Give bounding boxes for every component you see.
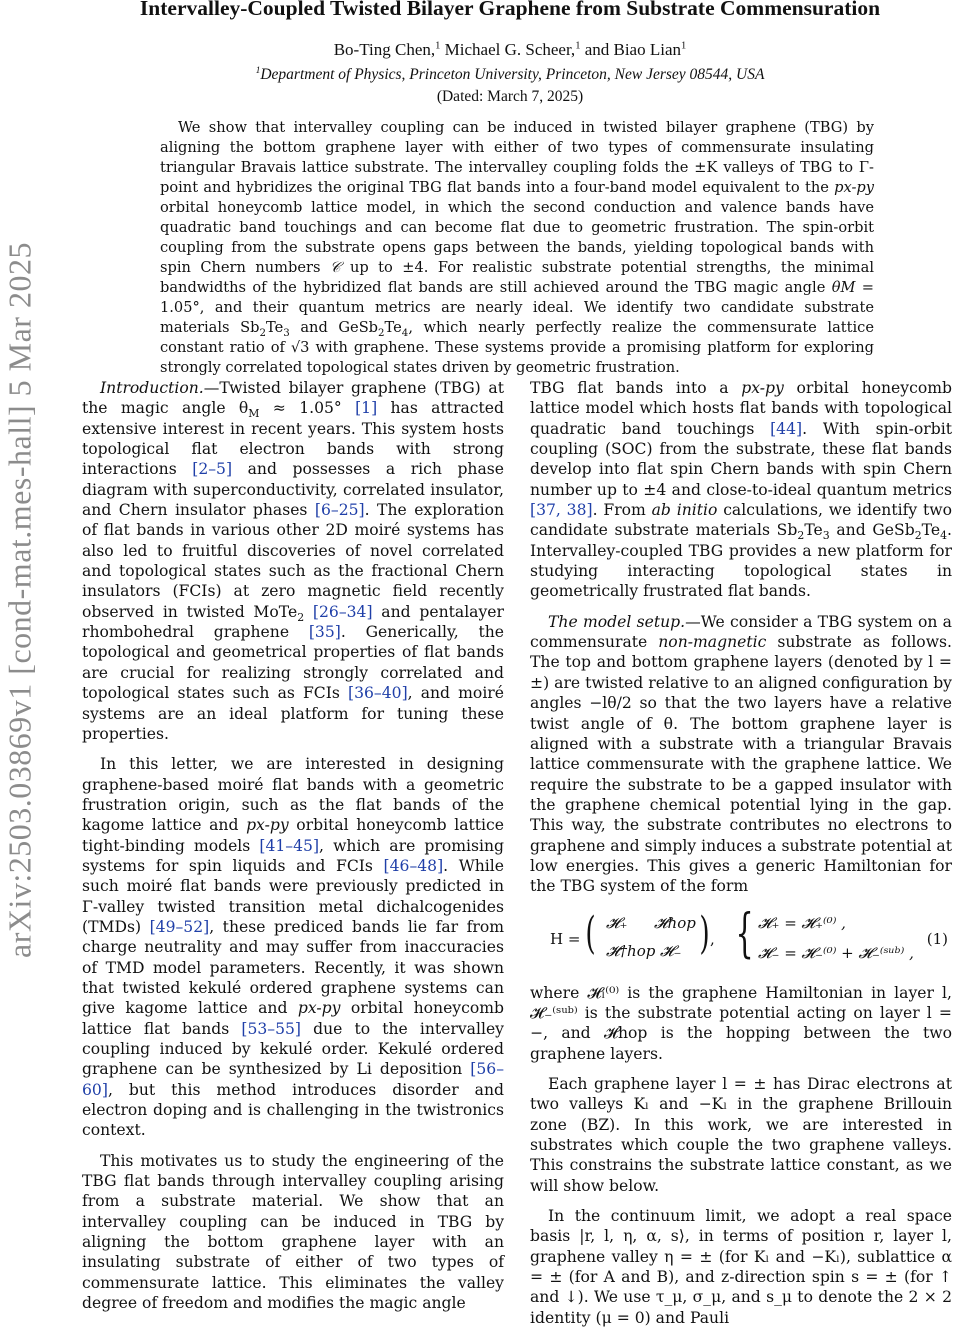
citation-link[interactable]: [26–34]: [312, 602, 373, 621]
matrix-right-paren: ): [699, 907, 710, 959]
author-affiliation-mark: 1: [435, 40, 441, 52]
arxiv-sidebar: [0, 0, 40, 1200]
equation-comma: ,: [710, 929, 715, 948]
section-heading-model: The model setup.: [548, 612, 686, 631]
paragraph-where: where 𝓗ₗ⁽⁰⁾ is the graphene Hamiltonian in layer l, 𝓗₋⁽ˢᵘᵇ⁾ is the substrate potential acting on layer l = −, and 𝓗hop is the hopping between the two graphene layers.: [530, 983, 952, 1063]
citation-link[interactable]: [35]: [308, 623, 341, 642]
author-name: Michael G. Scheer,: [444, 40, 576, 59]
author-affiliation-mark: 1: [575, 40, 581, 52]
matrix-cell: 𝓗₊: [606, 913, 628, 932]
citation-link[interactable]: [37, 38]: [530, 501, 593, 520]
paragraph-continuum: In the continuum limit, we adopt a real space basis |r, l, η, α, s⟩, in terms of position r, layer l, graphene valley η = ± (for Kₗ and −Kₗ), sublattice α = ± (for A and B), and z-direction spin s = ± (for ↑ and ↓). We use τ_μ, σ_μ, and s_μ to denote the 2 × 2 identity (μ = 0) and Pauli: [530, 1207, 952, 1327]
matrix-left-paren: (: [585, 907, 596, 959]
abstract: We show that intervalley coupling can be induced in twisted bilayer graphene (TBG) by aligning the bottom graphene layer with either of two types of commensurate insulating triangular Bravais lattice substrate. The intervalley coupling folds the ±K valleys of TBG to Γ-point and hybridizes the original TBG flat bands into a four-band model equivalent to the px-py orbital honeycomb lattice model, in which the second conduction and valence bands have quadratic band touchings and can become flat due to geometric frustration. The spin-orbit coupling from the substrate opens gaps between the bands, yielding topological bands with spin Chern numbers 𝒞 up to ±4. For realistic substrate potential strengths, the minimal bandwidths of the hybridized flat bands are still achieved around the TBG magic angle θM = 1.05°, and their quantum metrics are nearly ideal. We identify two candidate substrate materials $Sb_2Te_3$ and $GeSb_2Te_4$, which nearly perfectly realize the commensurate lattice constant ratio of √3 with graphene. These systems provide a promising platform for exploring strongly correlated topological states driven by geometric frustration.: [160, 119, 874, 376]
citation-link[interactable]: [49–52]: [149, 917, 210, 936]
citation-link[interactable]: [1]: [355, 399, 378, 418]
paragraph-introduction: Introduction.—Twisted bilayer graphene (TBG) at the magic angle $\theta_M \approx 1.05^\circ$ [1] has attracted extensive interest in recent years. This system hosts topological flat electron bands with strong interactions [2–5] and possesses a rich phase diagram with superconductivity, correlated insulator, and Chern insulator phases [6–25]. The exploration of flat bands in various other 2D moiré systems has also led to fruitful discoveries of novel correlated and topological states such as the fractional Chern insulators (FCIs) at zero magnetic field recently observed in twisted MoTe$_2$ [26–34] and pentalayer rhombohedral graphene [35]. Generically, the topological and geometrical properties of flat bands are crucial for realizing strongly correlated and topological states such as FCIs [36–40], and moiré systems are an ideal platform for tuning these properties.: [82, 379, 505, 743]
citation-link[interactable]: [6–25]: [314, 501, 365, 520]
section-heading-introduction: Introduction.: [100, 379, 204, 397]
author-affiliation-mark: 1: [681, 40, 687, 52]
paragraph-substrate-motivation: This motivates us to study the engineering of the TBG flat bands through intervalley coupling arising from a substrate material. We show that an intervalley coupling can be induced in TBG by aligning the bottom graphene layer with an insulating substrate of either of two types of commensurate lattice. This eliminates the valley degree of freedom and modifies the magic angle: [82, 1151, 504, 1313]
matrix-cell: 𝓗hop: [654, 913, 696, 932]
citation-link[interactable]: [46–48]: [383, 856, 444, 875]
paragraph-valleys: Each graphene layer l = ± has Dirac electrons at two valleys Kₗ and −Kₗ in the graphene Brillouin zone (BZ). In this work, we are interested in substrates which couple the two graphene valleys. This constrains the substrate lattice constant, as we will show below.: [530, 1074, 952, 1195]
affiliation-number: 1: [255, 64, 261, 76]
equation-case-bottom: 𝓗₋ = 𝓗₋⁽⁰⁾ + 𝓗₋⁽ˢᵘᵇ⁾ ,: [758, 943, 914, 962]
equation-1: [530, 903, 952, 973]
matrix-cell: 𝓗₋: [660, 941, 682, 960]
paragraph-continued: TBG flat bands into a px-py orbital honeycomb lattice model which hosts flat bands with topological quadratic band touchings [44]. With spin-orbit coupling (SOC) from the substrate, these flat bands develop into flat spin Chern bands with spin Chern number up to ±4 and close-to-ideal quantum metrics [37, 38]. From ab initio calculations, we identify two candidate substrate materials $Sb_2Te_3$ and $GeSb_2Te_4$. Intervalley-coupled TBG provides a new platform for studying interacting topological states in geometrically frustrated flat bands.: [530, 379, 953, 601]
matrix-cell: 𝓗†hop: [606, 941, 656, 960]
equation-case-top: 𝓗₊ = 𝓗₊⁽⁰⁾ ,: [758, 913, 846, 932]
author-list: [60, 40, 960, 60]
citation-link[interactable]: [36–40]: [348, 684, 408, 703]
author-name: Bo-Ting Chen,: [333, 40, 436, 59]
paragraph-model-setup: The model setup.—We consider a TBG system on a commensurate non-magnetic substrate as follows. The top and bottom graphene layers (denoted by l = ±) are twisted relative to an aligned configuration by angles −lθ/2 so that the two layers have a relative twist angle of θ. The bottom graphene layer is aligned with a substrate with a triangular Bravais lattice commensurate with the graphene lattice. We require the substrate to be a gapped insulator with the graphene chemical potential lying in the gap. This way, the substrate contributes no electrons to graphene and simply induces a substrate potential at low energies. This gives a generic Hamiltonian for the TBG system of the form: [530, 612, 953, 896]
affiliation: [60, 66, 960, 84]
arxiv-identifier: arXiv:2503.03869v1 [cond-mat.mes-hall] 5 Mar 2025: [1, 242, 38, 958]
equation-brace: {: [735, 903, 754, 964]
left-column: [82, 378, 504, 1323]
equation-number: (1): [926, 929, 948, 948]
citation-link[interactable]: [41–45]: [259, 836, 320, 855]
citation-link[interactable]: [44]: [770, 419, 803, 438]
citation-link[interactable]: [56–60]: [82, 1060, 504, 1099]
date-line: (Dated: March 7, 2025): [436, 88, 584, 105]
citation-link[interactable]: [2–5]: [192, 460, 233, 479]
author-name: and Biao Lian: [584, 40, 682, 59]
paper-title: Intervalley-Coupled Twisted Bilayer Graphene from Substrate Commensuration: [139, 0, 881, 20]
equation-lhs: H =: [550, 929, 581, 948]
citation-link[interactable]: [53–55]: [241, 1019, 302, 1038]
paragraph-letter-motivation: In this letter, we are interested in designing graphene-based moiré flat bands with a geometric frustration origin, such as the flat bands of the kagome lattice and px-py orbital honeycomb lattice tight-binding models [41–45], which are promising systems for spin liquids and FCIs [46–48]. While such moiré flat bands were previously predicted in Γ-valley twisted transition metal dichalcogenides (TMDs) [49–52], these prediced bands lie far from charge neutrality and may suffer from inaccuracies of TMD model parameters. Recently, it was shown that twisted kekulé ordered graphene systems can give kagome lattice and px-py orbital honeycomb lattice flat bands [53–55] due to the intervalley coupling induced by kekulé order. Kekulé ordered graphene can be synthesized by Li deposition [56–60], but this method introduces disorder and electron doping and is challenging in the twistronics context.: [82, 755, 505, 1140]
affiliation-text: Department of Physics, Princeton University, Princeton, New Jersey 08544, USA: [260, 66, 765, 83]
right-column: [530, 378, 952, 1338]
